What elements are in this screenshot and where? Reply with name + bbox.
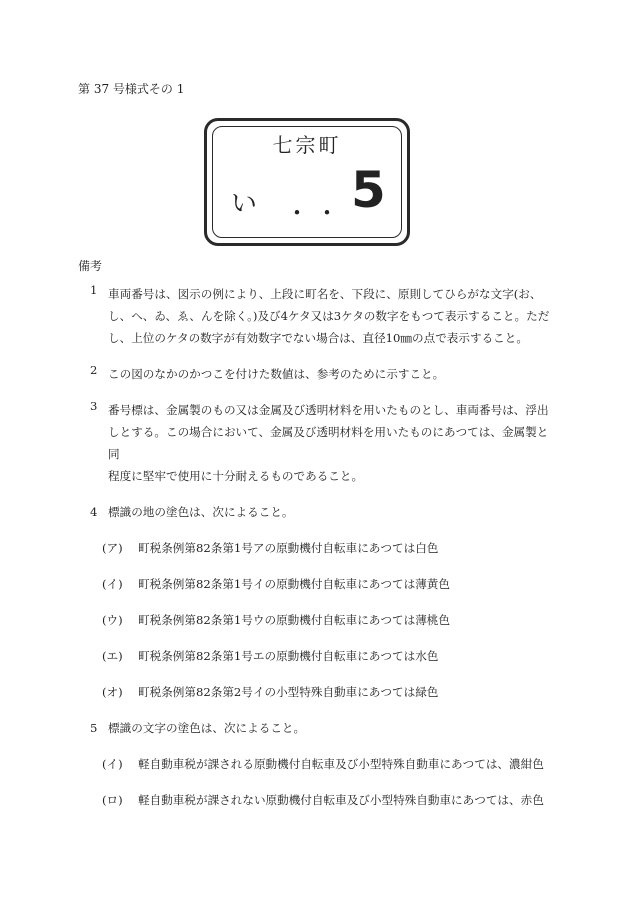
- remark-sub-item: [78, 681, 558, 703]
- remark-sub-item: [78, 789, 558, 811]
- plate-kana: い: [231, 189, 258, 219]
- remark-line: し、上位のケタの数字が有効数字でない場合は、直径10㎜の点で表示すること。: [108, 331, 528, 345]
- sub-item-text: 町税条例第82条第1号ウの原動機付自転車にあつては薄桃色: [138, 613, 450, 627]
- remark-text: 標識の地の塗色は、次によること。: [108, 505, 294, 519]
- remark-sub-item: [78, 753, 558, 775]
- remark-number: 4: [90, 505, 98, 519]
- remark-sub-item: [78, 609, 558, 631]
- remark-item-5: [78, 717, 558, 739]
- remark-sub-item: [78, 645, 558, 667]
- sub-item-label: (ウ): [102, 613, 123, 627]
- sub-item-text: 町税条例第82条第1号エの原動機付自転車にあつては水色: [138, 649, 439, 663]
- remark-sub-item: [78, 537, 558, 559]
- sub-item-label: (エ): [102, 649, 123, 663]
- plate-number-row: [207, 161, 407, 227]
- sub-item-text: 町税条例第82条第2号イの小型特殊自動車にあつては緑色: [138, 685, 439, 699]
- remark-line: 車両番号は、図示の例により、上段に町名を、下段に、原則してひらがな文字(お、: [108, 287, 542, 301]
- remark-line: この図のなかのかつこを付けた数値は、参考のために示すこと。: [108, 367, 445, 381]
- remark-item-1: [78, 283, 558, 349]
- remarks-list: [78, 283, 558, 825]
- remark-sub-item: [78, 573, 558, 595]
- remark-number: 3: [90, 399, 98, 413]
- sub-item-label: (イ): [102, 757, 123, 771]
- license-plate-example: [204, 118, 410, 246]
- remark-number: 2: [90, 363, 98, 377]
- remark-line: しとする。この場合において、金属及び透明材料を用いたものにあつては、金属製と同: [108, 425, 549, 461]
- plate-number: 5: [351, 161, 386, 219]
- remark-number: 1: [90, 283, 98, 297]
- sub-item-text: 軽自動車税が課されない原動機付自転車及び小型特殊自動車にあつては、赤色: [138, 793, 544, 807]
- sub-item-label: (オ): [102, 685, 123, 699]
- remark-line: 番号標は、金属製のもの又は金属及び透明材料を用いたものとし、車両番号は、浮出: [108, 403, 549, 417]
- sub-item-label: (イ): [102, 577, 123, 591]
- sub-item-text: 町税条例第82条第1号イの原動機付自転車にあつては薄黄色: [138, 577, 450, 591]
- remark-text: 標識の文字の塗色は、次によること。: [108, 721, 306, 735]
- plate-dot: ・: [315, 199, 339, 227]
- remarks-heading: 備考: [78, 259, 103, 273]
- sub-item-label: (ア): [102, 541, 123, 555]
- form-title: 第 37 号様式その 1: [78, 82, 185, 96]
- sub-item-label: (ロ): [102, 793, 123, 807]
- remark-item-2: [78, 363, 558, 385]
- remark-line: し、へ、ゐ、ゑ、んを除く。)及び4ケタ又は3ケタの数字をもつて表示すること。ただ: [108, 309, 550, 323]
- plate-dot: ・: [285, 199, 309, 227]
- sub-item-text: 町税条例第82条第1号アの原動機付自転車にあつては白色: [138, 541, 439, 555]
- remark-line: 程度に堅牢で使用に十分耐えるものであること。: [108, 469, 364, 483]
- remark-number: 5: [90, 721, 98, 735]
- sub-item-text: 軽自動車税が課される原動機付自転車及び小型特殊自動車にあつては、濃紺色: [138, 757, 544, 771]
- remark-item-4: [78, 501, 558, 523]
- plate-town-name: 七宗町: [272, 133, 342, 157]
- remark-item-3: [78, 399, 558, 487]
